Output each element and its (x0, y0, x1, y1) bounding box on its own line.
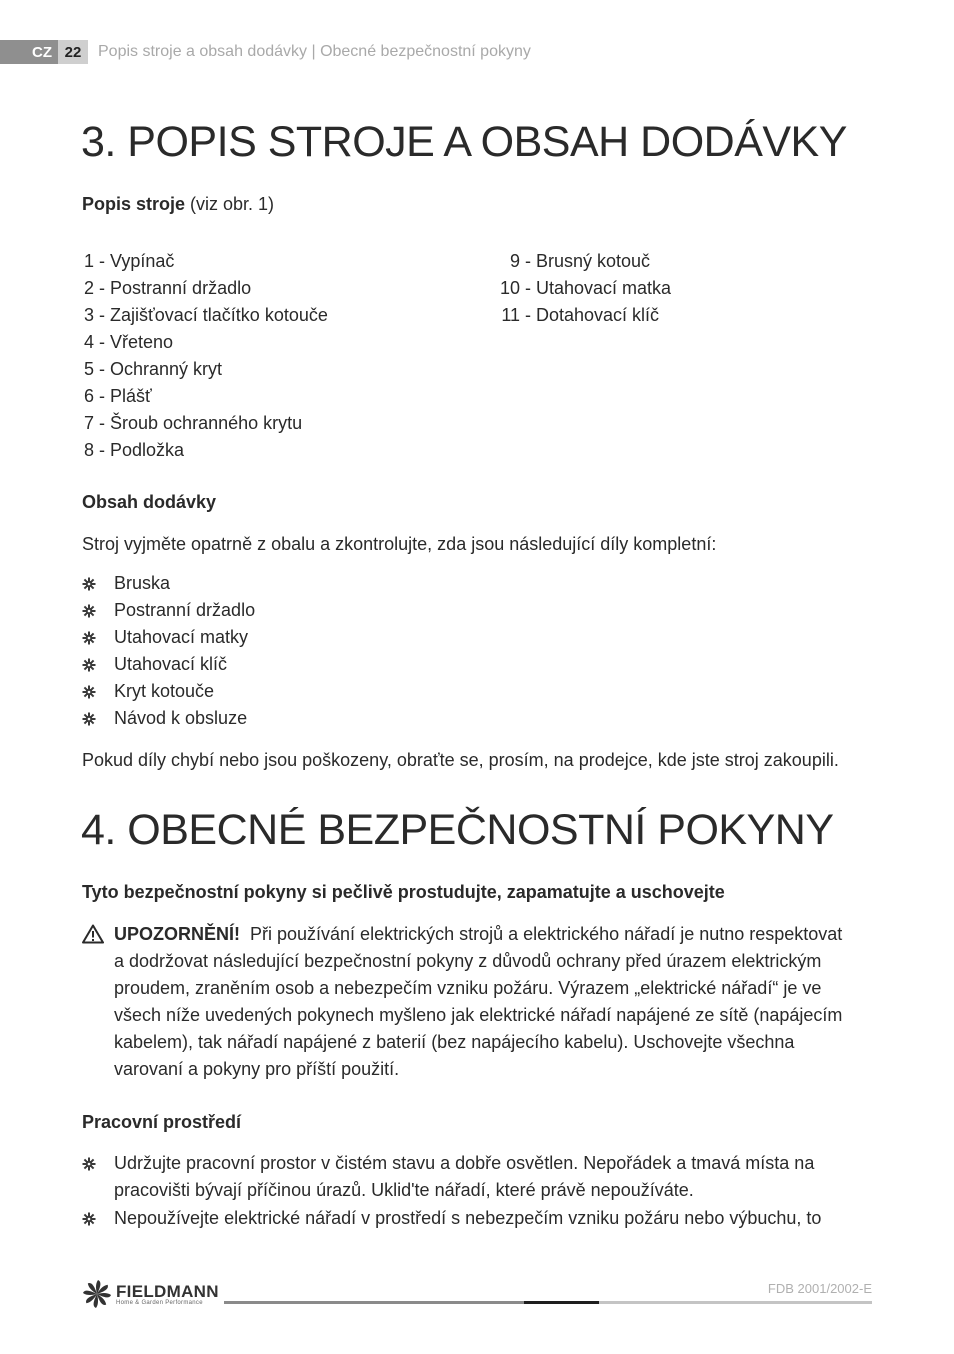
bullet-icon (82, 1212, 96, 1226)
list-item: Bruska (82, 570, 255, 597)
contents-heading: Obsah dodávky (82, 492, 217, 512)
list-item: 7 - Šroub ochranného krytu (84, 413, 303, 433)
list-item: Kryt kotouče (82, 678, 255, 705)
warning-triangle-icon (82, 924, 104, 944)
safety-subtitle: Tyto bezpečnostní pokyny si pečlivě prostudujte, zapamatujte a uschovejte (82, 882, 725, 902)
figure-reference: (viz obr. 1) (185, 194, 275, 214)
bullet-icon (82, 685, 96, 699)
list-item: 4 - Vřeteno (84, 332, 174, 352)
fieldmann-logo (82, 1279, 219, 1309)
list-item: 5 - Ochranný kryt (84, 359, 223, 379)
bullet-icon (82, 604, 96, 618)
list-item: 2 - Postranní držadlo (84, 278, 252, 298)
list-item: 1 - Vypínač (84, 251, 175, 271)
footer-bar-light (599, 1301, 872, 1304)
list-item: 8 - Podložka (84, 440, 185, 460)
list-item: Udržujte pracovní prostor v čistém stavu a dobře osvětlen. Nepořádek a tmavá místa na pracovišti bývají příčinou úrazů. Uklid'te nářadí, které právě nepoužíváte. (114, 1153, 815, 1200)
contents-list (82, 570, 255, 732)
parts-list-left (84, 248, 328, 464)
list-item: Návod k obsluze (82, 705, 255, 732)
list-item: 3 - Zajišťovací tlačítko kotouče (84, 305, 328, 325)
warning-label: UPOZORNĚNÍ! (114, 924, 240, 944)
list-item: Postranní držadlo (82, 597, 255, 624)
list-item: Utahovací matky (82, 624, 255, 651)
list-item: 6 - Plášť (84, 386, 152, 406)
warning-paragraph: UPOZORNĚNÍ! Při používání elektrických strojů a elektrického nářadí je nutno respektovat a dodržovat následující bezpečnostní pokyny z důvodů ochrany před úrazem elektrickým proudem, zraněním osob a nebezpečím vzniku požáru. Výrazem „elektrické nářadí“ je ve všech níže uvedených pokynech myšleno jak elektrické nářadí napájené ze sítě (napájecím kabelem), tak nářadí napájené z baterií (bez napájecího kabelu). Uschovejte všechna varovaní a pokyny pro příští použití. (114, 924, 843, 1079)
list-item: Utahovací klíč (82, 651, 255, 678)
work-environment-heading: Pracovní prostředí (82, 1112, 242, 1132)
list-item: Nepoužívejte elektrické nářadí v prostředí s nebezpečím vzniku požáru nebo výbuchu, to (114, 1208, 822, 1228)
page-number: 22 (58, 40, 88, 64)
bullet-icon (82, 658, 96, 672)
brand-tagline: Home & Garden Performance (116, 1299, 203, 1306)
missing-parts-note: Pokud díly chybí nebo jsou poškozeny, obraťte se, prosím, na prodejce, kde jste stroj zakoupili. (82, 750, 839, 770)
list-item: 9 - Brusný kotouč (509, 251, 651, 271)
footer-bar-gray (224, 1301, 524, 1304)
fan-logo-icon (82, 1279, 112, 1309)
page-header (0, 40, 531, 64)
footer-bar-dark (524, 1301, 599, 1304)
section-4-title: 4. OBECNÉ BEZPEČNOSTNÍ POKYNY (81, 806, 834, 854)
machine-description-label: Popis stroje (82, 194, 186, 214)
bullet-icon (82, 631, 96, 645)
section-3-title: 3. POPIS STROJE A OBSAH DODÁVKY (81, 118, 847, 166)
list-item: 10 - Utahovací matka (499, 278, 672, 298)
model-number: FDB 2001/2002-E (767, 1281, 872, 1296)
bullet-icon (82, 577, 96, 591)
bullet-icon (82, 1157, 96, 1171)
contents-intro: Stroj vyjměte opatrně z obalu a zkontrolujte, zda jsou následující díly kompletní: (82, 534, 717, 554)
machine-description-heading (82, 194, 274, 215)
brand-name: FIELDMANN (116, 1281, 219, 1301)
parts-list-right (486, 248, 671, 329)
language-tag: CZ (0, 40, 58, 64)
running-title: Popis stroje a obsah dodávky | Obecné bezpečnostní pokyny (98, 43, 531, 60)
bullet-icon (82, 712, 96, 726)
list-item: 11 - Dotahovací klíč (501, 305, 660, 325)
